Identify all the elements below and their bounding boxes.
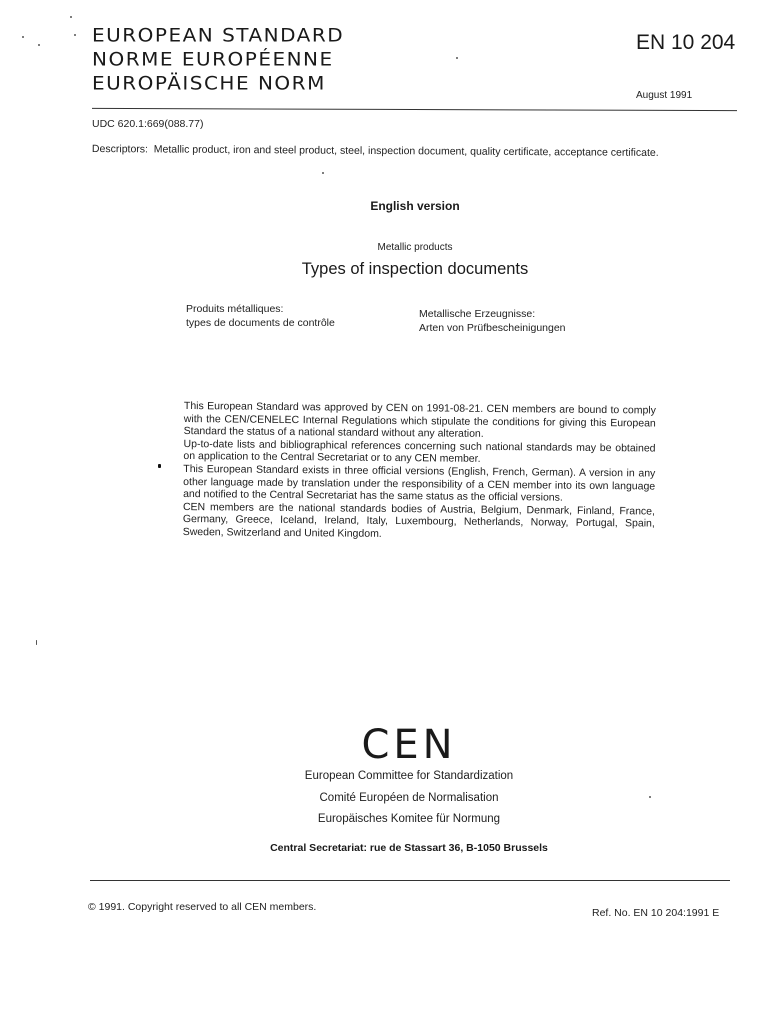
cen-name-en: European Committee for Standardization <box>304 770 514 782</box>
copyright-notice: © 1991. Copyright reserved to all CEN members. <box>88 901 317 913</box>
descriptors-text: Metallic product, iron and steel product, steel, inspection document, quality certificate, acceptance certificate. <box>153 143 659 159</box>
body-paragraph: CEN members are the national standards bodies of Austria, Belgium, Denmark, Finland, France, Germany, Greece, Iceland, Ireland, Italy, Luxembourg, Netherlands, Norway, Portugal, Spain, Sweden, Switzerland and United Kingdom. <box>182 500 656 540</box>
scan-speck <box>22 36 24 38</box>
descriptors-label: Descriptors: <box>91 143 149 156</box>
cen-name-de: Europäisches Komitee für Normung <box>317 813 501 825</box>
approval-text <box>183 400 656 543</box>
standard-title-fr: NORME EUROPÉENNE <box>92 47 334 71</box>
scan-speck <box>38 44 40 46</box>
reference-number: Ref. No. EN 10 204:1991 E <box>592 907 720 919</box>
body-paragraph: This European Standard was approved by CEN on 1991-08-21. CEN members are bound to comply with the CEN/CENELEC Internal Regulations which stipulate the conditions for giving this European Standard the status of a national standard without any alteration. <box>183 400 656 441</box>
body-paragraph: Up-to-date lists and bibliographical references concerning such national standards may be obtained on application to the Central Secretariat or to any CEN member. <box>183 437 656 466</box>
central-secretariat-address: Central Secretariat: rue de Stassart 36, B-1050 Brussels <box>270 842 548 854</box>
body-paragraph: This European Standard exists in three official versions (English, French, German). A version in any other language made by translation under the responsibility of a CEN member into its own language and notified to the Central Secretariat has the same status as the official versions. <box>183 462 656 504</box>
standard-title-de: EUROPÄISCHE NORM <box>92 71 326 95</box>
document-title: Types of inspection documents <box>301 260 529 278</box>
scan-speck <box>322 172 324 174</box>
scan-speck <box>74 34 76 36</box>
french-title <box>186 302 335 330</box>
german-title-line1: Metallische Erzeugnisse: <box>419 308 536 320</box>
descriptors-line <box>92 143 659 159</box>
french-title-line1: Produits métalliques: <box>186 303 284 315</box>
language-version: English version <box>370 199 460 213</box>
scan-speck <box>456 57 458 59</box>
scan-speck <box>36 640 37 645</box>
issue-date: August 1991 <box>636 90 693 101</box>
cen-name-fr: Comité Européen de Normalisation <box>319 792 499 804</box>
standard-title-en: EUROPEAN STANDARD <box>92 23 345 47</box>
german-title <box>419 307 566 335</box>
german-title-line2: Arten von Prüfbescheinigungen <box>419 322 566 334</box>
french-title-line2: types de documents de contrôle <box>186 317 335 329</box>
scan-speck <box>158 464 161 468</box>
document-subtitle: Metallic products <box>377 242 453 253</box>
scan-speck <box>70 16 72 18</box>
header-rule <box>92 108 737 111</box>
footer-rule <box>90 880 730 881</box>
cen-logo: CEN <box>361 722 457 768</box>
udc-code: UDC 620.1:669(088.77) <box>92 118 204 130</box>
standard-number: EN 10 204 <box>636 31 736 54</box>
